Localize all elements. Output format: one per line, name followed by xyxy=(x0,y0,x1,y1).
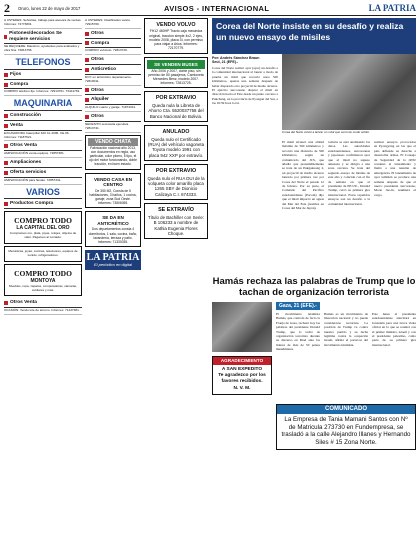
classified-ad: COMPRO teléfono fijo. Informes: 72913761. 73441781. xyxy=(4,89,82,96)
anticretico-ad: SE DA EN ANTICRÉTICO Dos departamentos consta 4 dormitorios, 1 sala, cocina, baño, lavandería, terraza y patio. Informes: 71330035. xyxy=(85,211,141,247)
headline-hamas: Hamás rechaza las palabras de Trump que lo tachan de organización terrorista xyxy=(212,276,416,298)
page-number: 2 xyxy=(4,1,10,15)
vendo-casa-ad: VENDO CASA EN CENTRO De 350 M2, Consta de 5 habitaciones, 3 baños, 1 cocina, garaje; zona Sud Oeste. Informes: 73806055. xyxy=(85,173,141,209)
article-north-korea: Por: Andrés Sánchez Braun Seúl, 21 (EFE).- Corea del Norte realizó ayer (ayer) un desafío a la comunidad internacional al lanzar a modo de prueba un misil que recorrió unos 500 kilómetros, apenas una semana después de haber disparado otro proyectil de medio alcance. El ejército surcoreano disparó el misil en dirección hacia el Este desde un punto cercano a Pukchang, en la provincia de Pyongan del Sur, a las 16:59 hora local. Corea del Norte volvió a lanzar un misil que cerró de modo súbito. El misil alcanzó una altitud máxima de 560 kilómetros y recorrió una distancia de 500 kilómetros, según un comunicado del JCS, que añadió que presumiblemente se trata de un Pukguksong 2, un proyectil de medio alcance lanzado por primera vez por Corea del Norte el pasado 12 de febrero. Por su parte, el Comando del Pacífico estadounidense (Pacom) dijo que el misil impactó en aguas del Mar del Este (nombre en Corea del Mar de Japón). todavía se está analizando los datos. Las autoridades estadounidenses, surcoreanas y japonesas confirmaron ayer que el misil no supuso amenaza y se dirigía a una zona cercana. Se trata del segundo ensayo de misiles de este año y coincide con el fin de semana en que el presidente de EE.UU., Donald Trump, cerró su primera gira internacional. Estos repetidos ensayos son un desafío a la comunidad internacional. realizar ensayos provocados en Pyongyang en las que el país defiende su derecho a desarrollar armas. El Consejo de Seguridad de la ONU condenó el lanzamiento y llamó a una reunión de emergencia. El lanzamiento de ayer también se produce una semana después de que el nuevo presidente surcoreano, Moon Jae-in, asumiera el cargo. xyxy=(212,56,416,211)
hamas-photo xyxy=(212,302,272,352)
article-column: realizar ensayos provocados en Pyongyang en las que el país defiende su derecho a desarrollar armas. El Consejo de Seguridad de la ONU condenó el lanzamiento y llamó a una reunión de emergencia. El lanzamiento de ayer también se produce una semana después de que el nuevo presidente surcoreano, Moon Jae-in, asumiera el cargo. xyxy=(374,140,416,197)
classified-boxed-ad: COMPRO TODO MONTOYA Muebles, ropa, zapatos, computadoras, cámaras, celulares y más. xyxy=(4,264,82,297)
classified-ad: A USTEDES: Señoritas, trabajo para asesora de ventas. Informes: 72773801. xyxy=(4,18,82,29)
category-heading: Compra xyxy=(85,39,141,49)
buses-ad: SE VENDEN BUSES Año 2006 y 2007, doble piso, sin permiso de 50 pasajeros, Camioneta Mercedes Benz, modelo 2007. Informes: 72813725. xyxy=(144,57,208,89)
classified-ad: ALQUILO cuarto y garaje. 71874341. xyxy=(85,105,141,112)
classified-ad: EXCAVADORA Caterpillar 320 CL 2006. CE 06. Informes: 71187521. xyxy=(4,131,82,142)
photo-caption: Corea del Norte volvió a lanzar un misil que cerró de modo súbito. xyxy=(282,130,370,134)
category-heading: Productos Compra xyxy=(4,199,82,209)
la-patria-promo: LA PATRIA El periódico en digital xyxy=(85,250,141,270)
dateline: Gaza, 21 (EFE).- xyxy=(276,302,320,310)
classified-ad: COMPRO vehículo. 72813726. xyxy=(85,48,141,55)
category-heading: Otros xyxy=(85,29,141,39)
ads-column-2 xyxy=(85,18,141,544)
category-heading: VARIOS xyxy=(4,185,82,200)
category-heading: Anticretico xyxy=(85,65,141,75)
classified-ad: DOY en anticrético departamento. 72810011. xyxy=(85,75,141,86)
missile-photo xyxy=(282,54,416,130)
news-area xyxy=(212,18,416,450)
category-heading: Otros Venta xyxy=(4,141,82,151)
category-heading: Compra xyxy=(4,80,82,90)
page-date: Oruro, lunes 22 de mayo de 2017 xyxy=(18,6,81,11)
category-heading: Construcción xyxy=(4,111,82,121)
extravio-ad: POR EXTRAVIO Queda nula la Libreta de Ahorro Cta. 5520037758 del Banco Nacional de Bolivia. xyxy=(144,91,208,122)
extravio-ad: POR EXTRAVIO Queda nulo el RUA DUI de la volqueta color amarillo placa 1265 SBY de Dionicio Calizaya C.I. 674333. xyxy=(144,164,208,200)
brand-logo: LA PATRIA xyxy=(368,3,416,13)
category-heading: Oferta servicios xyxy=(4,168,82,178)
category-heading: Alquiler xyxy=(85,95,141,105)
article-hamas xyxy=(212,302,416,398)
category-heading: Otros xyxy=(85,86,141,96)
category-heading: Ampliaciones xyxy=(4,158,82,168)
category-heading: Pistones/decorados Se requiere servicios xyxy=(4,29,82,45)
classified-boxed-ad: Mecánicas, joyas, cocinas, televisores, equipos de sonido, refrigeradores. xyxy=(4,246,82,262)
article-column: El misil alcanzó una altitud máxima de 560 kilómetros y recorrió una distancia de 500 kilómetros, según un comunicado del JCS, que añadió que presumiblemente se trata de un Pukguksong 2, un proyectil de medio alcance lanzado por primera vez por Corea del Norte el pasado 12 de febrero. Por su parte, el Comando del Pacífico estadounidense (Pacom) dijo que el misil impactó en aguas del Mar del Este (nombre en Corea del Mar de Japón). xyxy=(282,140,324,211)
article-column: Este lunes el presidente estadounidense aterrizará en Jerusalén para una breve visita oficial en la que se reunirá con el primer ministro israelí y con el presidente palestino, como parte de su primera gira internacional. xyxy=(372,312,416,347)
anulado-ad: ANULADO Queda nulo el Certificado (RUA) del vehículo vagoneta Toyota modelo 1991 con placa 942 XXP por extravío. xyxy=(144,125,208,161)
classifieds-column xyxy=(4,18,82,544)
category-heading: TELEFONOS xyxy=(4,55,82,70)
classified-ad: OCASIÓN: Vendo lote de terreno. Informes: 71437381. xyxy=(4,308,82,315)
section-title: AVISOS - INTERNACIONAL xyxy=(164,4,270,13)
headline-north-korea: Corea del Norte insiste en su desafío y realiza un nuevo ensayo de misiles xyxy=(212,18,416,54)
classified-ad: A USTEDES: Clasificados varios. 72915760. xyxy=(85,18,141,29)
vendo-volvo-ad: VENDO VOLVO FH12 460HP Tracto caja mecánica original, tracción simple 4x2, 2 ejes, modelo 2008, placa 3I, con permiso para viajar a Arica. Informes: 72170779. xyxy=(144,18,208,54)
classified-ad: NECESITO secretaria ejecutiva. 72813741. xyxy=(85,122,141,133)
category-heading: Otros xyxy=(85,55,141,65)
comunicado-ad: COMUNICADO La Empresa de Tania Mamani Santos con Nº de Matricula 273730 en Fundempresa, se trasladó a la calle Alejandro Illanes y Hernando Siles # 15 Zona Norte. xyxy=(276,404,416,450)
ads-column-3 xyxy=(144,18,208,544)
vendo-chata-ad: VENDO CHATA Fabricación nacional año 2013, con documentos en regla, uso particular, color plomo, 5 tipo, el ojo del motor funcionando, doble tracción, en buen estado. xyxy=(85,135,141,170)
classified-ad: SE REQUIERE: Maestros, ayudantes para acabados y obra fina. 72813756. xyxy=(4,44,82,55)
article-column: Hamás es un movimiento de liberación nacional y no puede considerarse terrorista. La posición de Trump va contra nuestro pueblo y su lucha legítima contra la ocupación israelí, afirmó el portavoz del movimiento islamista. xyxy=(324,312,368,347)
category-heading: Otros xyxy=(85,112,141,122)
article-column: todavía se está analizando los datos. Las autoridades estadounidenses, surcoreanas y japonesas confirmaron ayer que el misil no supuso amenaza y se dirigía a una zona cercana. Se trata del segundo ensayo de misiles de este año y coincide con el fin de semana en que el presidente de EE.UU., Donald Trump, cerró su primera gira internacional. Estos repetidos ensayos son un desafío a la comunidad internacional. xyxy=(328,140,370,206)
category-heading: Venta xyxy=(4,121,82,131)
article-column: El movimiento islamista Hamás, que controla de facto la Franja de Gaza, rechazó hoy las palabras del presidente Donald Trump, que lo tachó de organización terrorista durante su discurso en Riad ante los líderes de más de 50 países musulmanes. xyxy=(276,312,320,352)
category-heading: Fijos xyxy=(4,70,82,80)
classified-ad: AMPLIFICACIÓN para fiestas. 72857341. xyxy=(4,178,82,185)
agradecimiento-ad: AGRADECIMIENTO A SAN EXPEDITO Te agradezco por los favores recibidos. N. V. M. xyxy=(212,356,272,395)
page-header xyxy=(4,2,416,16)
extravio-ad: SE EXTRAVÍO Título de Bachiller con Serie: B 106233 a nombre de Kathia Eugenia Flores Choque. xyxy=(144,203,208,239)
category-heading: Otros Venta xyxy=(4,298,82,308)
category-heading: MAQUINARIA xyxy=(4,96,82,111)
classified-ad: AMPLIFICACIÓN venta equipos. 72857381. xyxy=(4,151,82,158)
article-column: Corea del Norte realizó ayer (ayer) un desafío a la comunidad internacional al lanzar a modo de prueba un misil que recorrió unos 500 kilómetros, apenas una semana después de haber disparado otro proyectil de medio alcance. El ejército surcoreano disparó el misil en dirección hacia el Este desde un punto cercano a Pukchang, en la provincia de Pyongan del Sur, a las 16:59 hora local. xyxy=(212,66,278,106)
classified-boxed-ad: COMPRO TODO LA CAPITAL DEL ORO Compramos oro, plata, joyas, relojes, objetos de valor. Pagamos al contado. xyxy=(4,211,82,244)
